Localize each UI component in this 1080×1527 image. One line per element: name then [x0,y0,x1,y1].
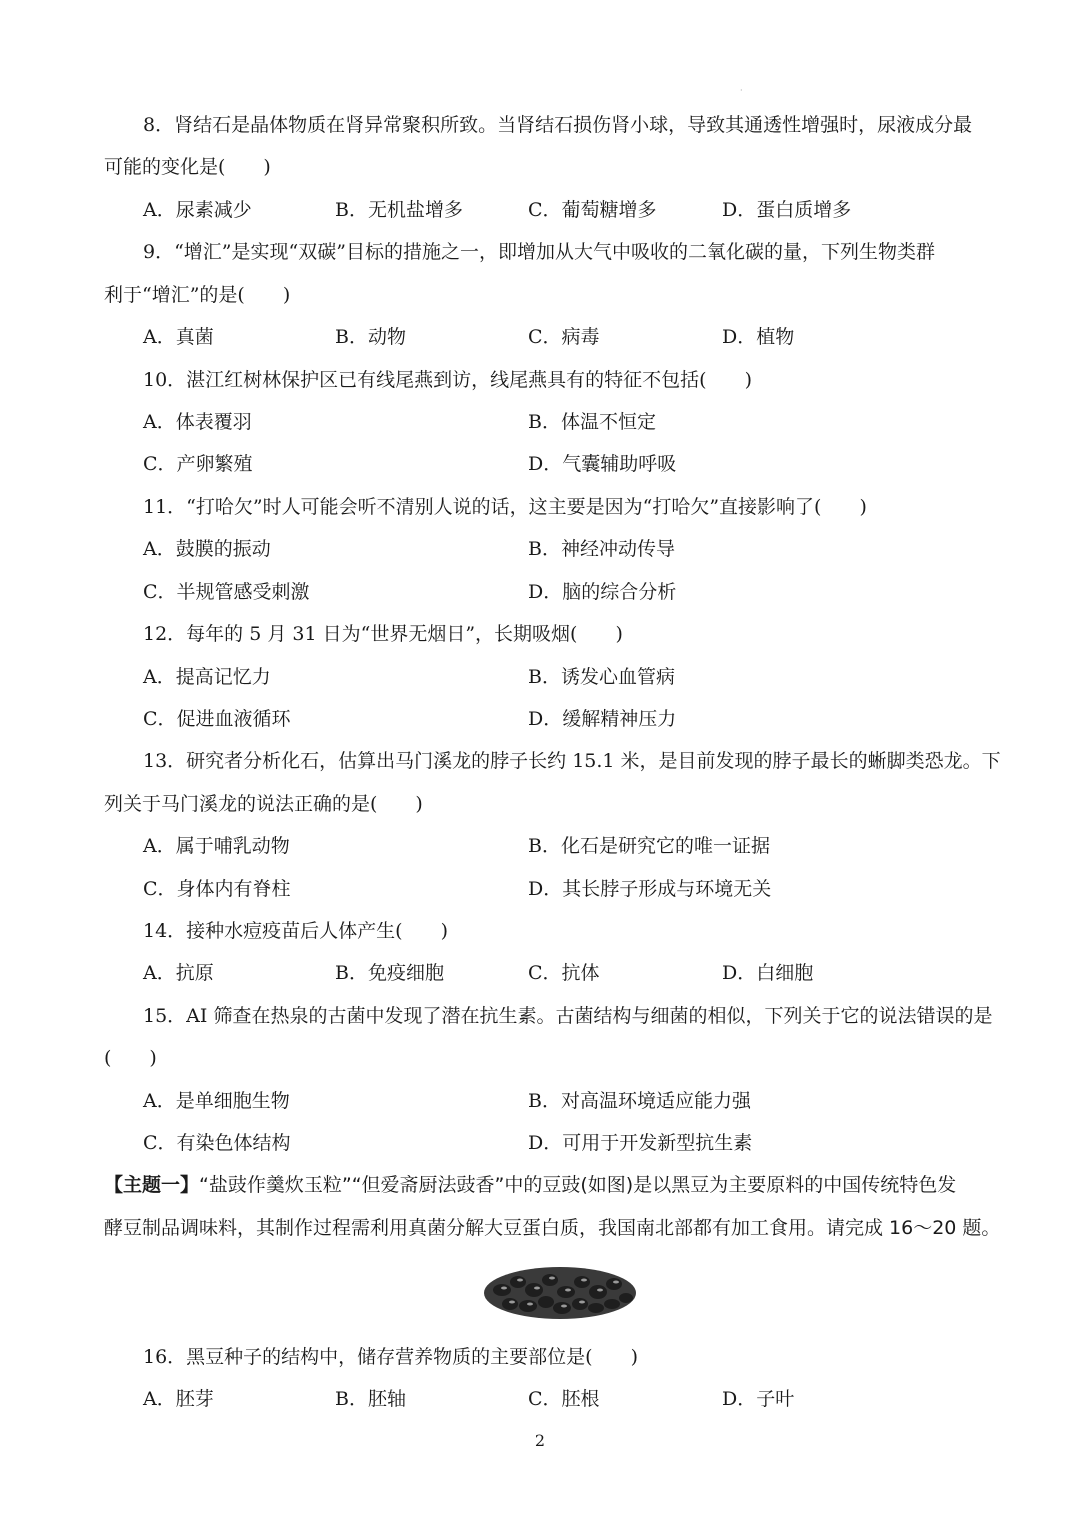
question-15-option-a: A．是单细胞生物 [143,1090,290,1112]
question-9-line-2: 利于“增汇”的是( ) [104,284,291,306]
question-8-option-d: D．蛋白质增多 [722,199,852,221]
question-8-option-a: A．尿素减少 [143,199,252,221]
black-bean-image [482,1260,638,1322]
question-11-line-1: 11．“打哈欠”时人可能会听不清别人说的话，这主要是因为“打哈欠”直接影响了( ) [143,496,867,518]
question-12-option-a: A．提高记忆力 [143,666,271,688]
question-15-option-c: C．有染色体结构 [143,1132,291,1154]
question-8-option-b: B．无机盐增多 [335,199,463,221]
page-number: 2 [534,1431,546,1450]
question-15-line-1: 15．AI 筛查在热泉的古菌中发现了潜在抗生素。古菌结构与细菌的相似，下列关于它的说法错误的是 [143,1005,993,1027]
question-9-line-1: 9．“增汇”是实现“双碳”目标的措施之一，即增加从大气中吸收的二氧化碳的量，下列生物类群 [143,241,935,263]
question-9-option-b: B．动物 [335,326,406,348]
theme-text-1: “盐豉作羹炊玉粒”“但爱斋厨法豉香”中的豆豉(如图)是以黑豆为主要原料的中国传统特色发 [199,1174,957,1196]
question-16-option-b: B．胚轴 [335,1388,406,1410]
question-15-line-2: ( ) [104,1047,157,1069]
question-10-option-d: D．气囊辅助呼吸 [528,453,677,475]
question-11-option-c: C．半规管感受刺激 [143,581,310,603]
question-9-option-d: D．植物 [722,326,795,348]
question-13-option-b: B．化石是研究它的唯一证据 [528,835,770,857]
question-13-option-c: C．身体内有脊柱 [143,878,291,900]
question-15-option-d: D．可用于开发新型抗生素 [528,1132,753,1154]
question-8-option-c: C．葡萄糖增多 [528,199,657,221]
question-13-option-a: A．属于哺乳动物 [143,835,290,857]
question-13-line-1: 13．研究者分析化石，估算出马门溪龙的脖子长约 15.1 米，是目前发现的脖子最长的蜥脚类恐龙。下 [143,750,1001,772]
question-16-option-c: C．胚根 [528,1388,600,1410]
question-12-option-d: D．缓解精神压力 [528,708,677,730]
question-11-option-d: D．脑的综合分析 [528,581,677,603]
question-13-option-d: D．其长脖子形成与环境无关 [528,878,772,900]
question-9-option-c: C．病毒 [528,326,600,348]
question-14-option-b: B．免疫细胞 [335,962,444,984]
question-8-line-2: 可能的变化是( ) [104,156,271,178]
question-11-option-a: A．鼓膜的振动 [143,538,271,560]
question-15-option-b: B．对高温环境适应能力强 [528,1090,751,1112]
question-14-line-1: 14．接种水痘疫苗后人体产生( ) [143,920,449,942]
question-16-option-a: A．胚芽 [143,1388,214,1410]
question-10-option-a: A．体表覆羽 [143,411,252,433]
question-12-line-1: 12．每年的 5 月 31 日为“世界无烟日”，长期吸烟( ) [143,623,623,645]
theme-label: 【主题一】 [104,1174,200,1196]
question-13-line-2: 列关于马门溪龙的说法正确的是( ) [104,793,423,815]
corner-mark: · [740,86,743,95]
question-14-option-a: A．抗原 [143,962,214,984]
theme-line-2: 酵豆制品调味料，其制作过程需利用真菌分解大豆蛋白质，我国南北部都有加工食用。请完成 16～20 题。 [104,1217,1001,1239]
question-9-option-a: A．真菌 [143,326,214,348]
question-10-line-1: 10．湛江红树林保护区已有线尾燕到访，线尾燕具有的特征不包括( ) [143,369,753,391]
question-12-option-c: C．促进血液循环 [143,708,291,730]
question-14-option-c: C．抗体 [528,962,600,984]
question-10-option-b: B．体温不恒定 [528,411,656,433]
question-10-option-c: C．产卵繁殖 [143,453,253,475]
question-16-line-1: 16．黑豆种子的结构中，储存营养物质的主要部位是( ) [143,1346,639,1368]
question-8-line-1: 8．肾结石是晶体物质在肾异常聚积所致。当肾结石损伤肾小球，导致其通透性增强时，尿液成分最 [143,114,973,136]
question-11-option-b: B．神经冲动传导 [528,538,675,560]
theme-line-1 [104,1172,956,1198]
question-14-option-d: D．白细胞 [722,962,814,984]
question-12-option-b: B．诱发心血管病 [528,666,675,688]
question-16-option-d: D．子叶 [722,1388,795,1410]
